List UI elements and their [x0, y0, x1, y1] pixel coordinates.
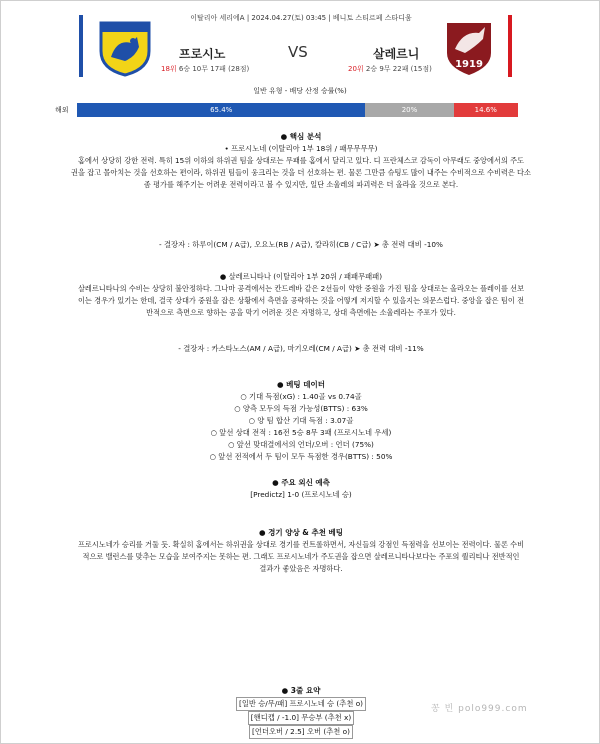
match-info-line: 이탈리아 세리에A | 2024.04.27(토) 03:45 | 베니토 스티르페 스타디움 — [190, 14, 412, 22]
home-analysis-heading: • 프로시노네 (이탈리아 1부 18위 / 패무무무무) — [224, 144, 378, 153]
summary-row — [11, 725, 591, 739]
home-team-name: 프로시노 — [179, 47, 226, 61]
match-outlook-line: 결과가 좋았음은 자명하다. — [259, 564, 343, 573]
betting-data-line: ○ 양 팀 합산 기대 득점 : 3.07골 — [248, 416, 354, 425]
summary-line: [일반 승/무/패] 프로시노네 승 (추천 o) — [236, 697, 366, 711]
summary-title: ● 3줄 요약 — [281, 686, 321, 695]
away-analysis-heading: ● 살레르니타나 (이탈리아 1부 20위 / 패패무패패) — [219, 272, 383, 281]
salernitana-logo — [441, 17, 497, 77]
away-accent-bar — [508, 15, 512, 77]
versus-label: VS — [288, 43, 308, 61]
away-analysis-line: 살레르니타나의 수비는 상당히 불안정하다. 그나마 공격에서는 칸드레바 같은 2선들이 약한 중원을 가진 팀을 상대로는 올라오는 플레이를 선보 — [77, 284, 525, 293]
watermark: 꽁 빈 polo999.com — [431, 704, 528, 714]
away-rank: 20위 — [348, 65, 364, 73]
match-outlook-title: ● 경기 양상 & 추천 베팅 — [258, 528, 344, 537]
salernitana-logo-year: 1919 — [455, 59, 483, 70]
away-record — [348, 64, 432, 74]
home-rank: 18위 — [161, 65, 177, 73]
betting-data-title: ● 베팅 데이터 — [277, 380, 325, 389]
prediction — [11, 477, 591, 501]
home-analysis-line: 홈에서 상당히 강한 전력. 특히 15위 이하의 하위권 팀을 상대로는 무패를 홈에서 달리고 있다. 디 프란체스코 감독이 아무래도 중앙에서의 주도 — [78, 156, 524, 165]
odds-bar — [77, 103, 518, 117]
prediction-title: ● 주요 외신 예측 — [272, 478, 330, 487]
odds-home-segment: 65.4% — [77, 103, 365, 117]
odds-away-segment: 14.6% — [454, 103, 518, 117]
odds-draw-segment: 20% — [365, 103, 453, 117]
away-analysis — [11, 271, 591, 319]
away-analysis-line: 이는 경우가 있기는 한데, 결국 상대가 중원을 잡은 상황에서 측면을 공략하는 것을 어떻게 저지할 수 있을지는 의문스럽다. 중앙을 잡은 팀이 전 — [77, 296, 525, 305]
prediction-line: [Predictz] 1-0 (프로시노네 승) — [250, 490, 352, 499]
key-analysis-title: ● 핵심 분석 — [280, 132, 322, 141]
betting-data-line: ○ 기대 득점(xG) : 1.40골 vs 0.74골 — [240, 392, 362, 401]
away-missing — [11, 343, 591, 355]
betting-data-line: ○ 앞선 상대 전적 : 16전 5승 8무 3패 (프로시노네 우세) — [210, 428, 392, 437]
summary-line: [핸디캡 / -1.0] 무승부 (추천 x) — [248, 711, 354, 725]
home-missing — [11, 239, 591, 251]
betting-data-line: ○ 앞선 전적에서 두 팀이 모두 득점한 경우(BTTS) : 50% — [209, 452, 393, 461]
match-outlook — [11, 527, 591, 575]
home-record — [161, 64, 249, 74]
betting-data-line: ○ 양측 모두의 득점 가능성(BTTS) : 63% — [234, 404, 368, 413]
home-analysis-line: 좀 평가를 해주기는 어려운 전력이라고 볼 수 있지만, 일단 소울레의 파괴력은 더 올라올 것으로 본다. — [143, 180, 459, 189]
away-record-text: 2승 9무 22패 (15점) — [365, 65, 432, 73]
match-header — [1, 1, 600, 83]
match-outlook-line: 프로시노네가 승리를 거둘 듯. 확실히 홈에서는 하위권을 상대로 경기를 컨트롤하면서, 자신들의 강점인 득점력을 선보이는 전력이다. 물론 수비 — [77, 540, 525, 549]
match-outlook-line: 적으로 밸런스를 맞추는 모습을 보여주지는 못하는 편. 그래도 프로시노네가 주도권을 잡으면 살레르니타나보다는 주포의 퀄리티나 전반적인 — [82, 552, 520, 561]
betting-data-line: ○ 앞선 맞대결에서의 언더/오버 : 언더 (75%) — [228, 440, 374, 449]
key-analysis — [11, 131, 591, 191]
frosinone-logo — [97, 17, 153, 77]
betting-data — [11, 379, 591, 463]
home-accent-bar — [79, 15, 83, 77]
home-analysis-line: 권을 잡고 몰아치는 것을 선호하는 편이라, 하위권 팀들이 웅크리는 것을 더 선호하는 편. 물론 그만큼 슈팅도 많이 내주는 수비적으로 수비력은 다소 — [71, 168, 531, 177]
away-team-name: 살레르니 — [373, 47, 420, 61]
odds-label: 해외 — [55, 106, 69, 114]
away-analysis-line: 반적으로 측면으로 향하는 공을 막기 어려운 것은 자명하고, 상대 측면에는 소울레라는 주포가 있다. — [146, 308, 456, 317]
away-missing-line: - 결장자 : 카스타노스(AM / A급), 마기오레(CM / A급) ➤ 총 전력 대비 -11% — [178, 344, 424, 353]
home-record-text: 6승 10무 17패 (28점) — [178, 65, 250, 73]
odds-title: 일반 유형 - 배당 산정 승률(%) — [253, 87, 347, 95]
home-missing-line: - 결장자 : 하루이(CM / A급), 오요노(RB / A급), 칼라히(CB / C급) ➤ 총 전력 대비 -10% — [159, 240, 443, 249]
summary-line: [언더오버 / 2.5] 오버 (추천 o) — [249, 725, 353, 739]
